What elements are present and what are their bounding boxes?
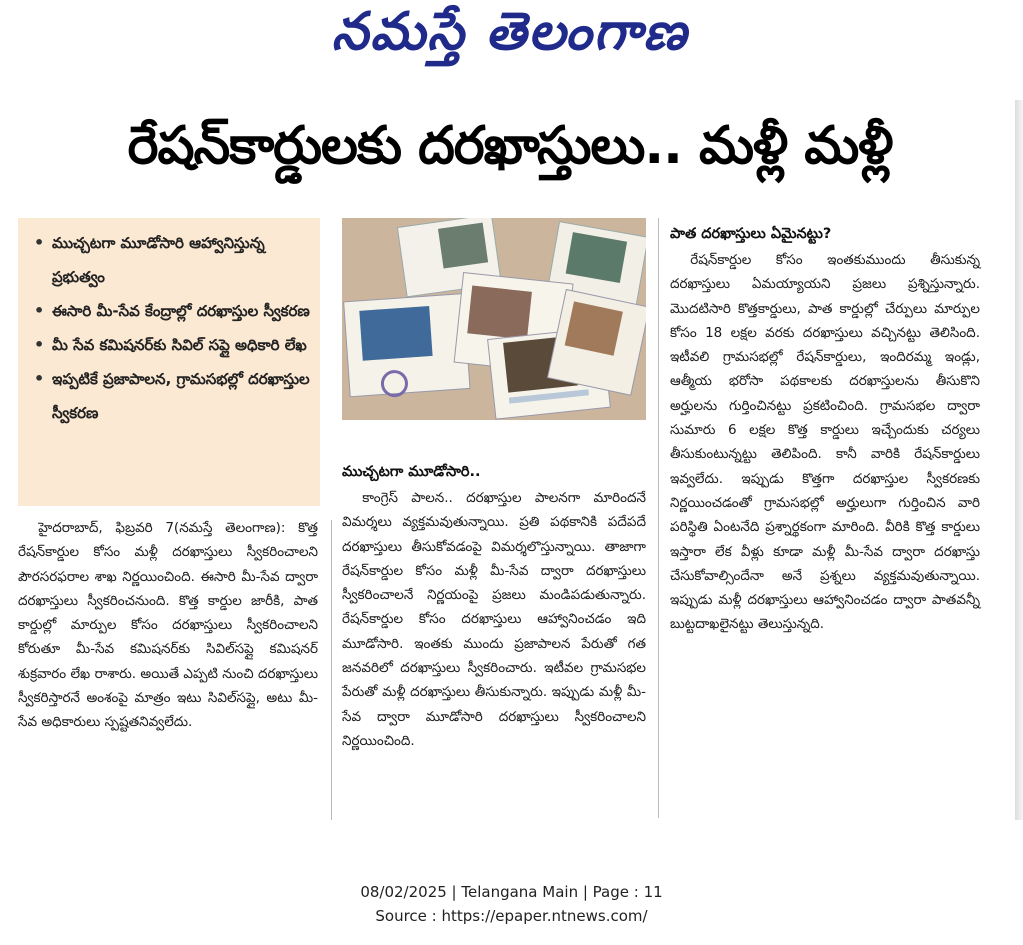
masthead-title: నమస్తే తెలంగాణ	[331, 1, 689, 62]
article-column-1	[18, 516, 318, 735]
newspaper-masthead	[300, 2, 720, 74]
column-3-subheading: పాత దరఖాస్తులు ఏమైనట్టు?	[670, 226, 832, 242]
column-3-body: రేషన్‌కార్డుల కోసం ఇంతకుముందు తీసుకున్న దరఖాస్తులు ఏమయ్యాయని ప్రజలు ప్రశ్నిస్తున్నారు. మొదటిసారి కొత్తకార్డులు, పాత కార్డుల్లో చేర్పులు మార్పుల కోసం 18 లక్షల వరకు దరఖాస్తులు వచ్చినట్టు తెలిసింది. ఇటీవలి గ్రామసభల్లో రేషన్‌కార్డులు, ఇందిరమ్మ ఇండ్లు, ఆత్మీయ భరోసా పథకాలకు దరఖాస్తులను తీసుకొని అర్హులను గుర్తించినట్టు ప్రకటించింది. గ్రామసభల ద్వారా సుమారు 6 లక్షల కొత్త కార్డులు ఇచ్చేందుకు చర్యలు తీసుకుంటున్నట్టు తెలిపింది. కానీ వారికి రేషన్‌కార్డులు ఇవ్వలేదు. ఇప్పుడు కొత్తగా దరఖాస్తుల స్వీకరణకు నిర్ణయించడంతో గ్రామసభల్లో అర్హులుగా గుర్తించిన వారి పరిస్థితి ఏంటనేది ప్రశ్నార్థకంగా మారింది. వీరికి కొత్త కార్డులు ఇస్తారా లేక వీళ్లు కూడా మళ్లీ మీ-సేవ ద్వారా దరఖాస్తు చేసుకోవాల్సిందేనా అనే ప్రశ్నలు వ్యక్తమవుతున్నాయి. ఇప్పుడు మళ్లీ దరఖాస్తులు ఆహ్వానించడం ద్వారా పాతవన్నీ బుట్టదాఖలైనట్టు తెలుస్తున్నది.	[670, 252, 980, 633]
highlight-item: • ముచ్చటగా మూడోసారి ఆహ్వానిస్తున్న ప్రభుత్వం	[32, 226, 310, 294]
article-column-2	[342, 458, 646, 753]
page-footer	[0, 880, 1023, 928]
column-divider	[331, 520, 332, 820]
highlight-item: • ఈసారి మీ-సేవ కేంద్రాల్లో దరఖాస్తుల స్వీకరణ	[32, 294, 310, 328]
highlights-list	[32, 226, 310, 430]
column-1-body: హైదరాబాద్‌, ఫిబ్రవరి 7(నమస్తే తెలంగాణ): కొత్త రేషన్‌కార్డుల కోసం మళ్లీ దరఖాస్తులు స్వీకరించాలని పౌరసరఫరాల శాఖ నిర్ణయించింది. ఈసారి మీ-సేవ ద్వారా దరఖాస్తులు స్వీకరించనుంది. కొత్త కార్డుల జారీకి, పాత కార్డుల్లో మార్పుల కోసం దరఖాస్తులు స్వీకరించాలని కోరుతూ మీ-సేవ కమిషనర్‌కు సివిల్‌సప్లై కమిషనర్‌ శుక్రవారం లేఖ రాశారు. అయితే ఎప్పటి నుంచి దరఖాస్తులు స్వీకరిస్తారనే అంశంపై మాత్రం ఇటు సివిల్‌సప్లై, అటు మీ-సేవ అధికారులు స్పష్టతనివ్వలేదు.	[18, 520, 318, 731]
page-edge-strip	[1015, 100, 1023, 820]
column-2-subheading: ముచ్చటగా మూడోసారి..	[342, 464, 481, 480]
headline-text: రేషన్‌కార్డులకు దరఖాస్తులు.. మళ్లీ మళ్లీ	[127, 115, 893, 176]
article-headline	[10, 110, 1010, 194]
highlight-item: • ఇప్పటికే ప్రజాపాలన, గ్రామసభల్లో దరఖాస్తుల స్వీకరణ	[32, 362, 310, 430]
footer-date-page: 08/02/2025 | Telangana Main | Page : 11	[360, 883, 663, 901]
ration-cards-photo	[342, 218, 646, 420]
highlights-box	[18, 218, 320, 506]
column-2-body: కాంగ్రెస్‌ పాలన.. దరఖాస్తుల పాలనగా మారిందనే విమర్శలు వ్యక్తమవుతున్నాయి. ప్రతి పథకానికి పదేపదే దరఖాస్తులు తీసుకోవడంపై విమర్శలొస్తున్నాయి. తాజాగా రేషన్‌కార్డుల కోసం మళ్లీ మీ-సేవ ద్వారా దరఖాస్తులు స్వీకరించాలనే నిర్ణయంపై ప్రజలు మండిపడుతున్నారు. రేషన్‌కార్డుల కోసం దరఖాస్తులు ఆహ్వానించడం ఇది మూడోసారి. ఇంతకు ముందు ప్రజాపాలన పేరుతో గత జనవరిలో దరఖాస్తులు స్వీకరించారు. ఇటీవల గ్రామసభల పేరుతో మళ్లీ దరఖాస్తులు తీసుకున్నారు. ఇప్పుడు మళ్లీ మీ-సేవ ద్వారా మూడోసారి దరఖాస్తులు స్వీకరించాలని నిర్ణయించింది.	[342, 490, 646, 749]
photo-illustration	[342, 218, 646, 420]
footer-source: Source : https://epaper.ntnews.com/	[375, 907, 648, 925]
highlight-item: • మీ సేవ కమిషనర్‌కు సివిల్‌ సప్లై అధికారి లేఖ	[32, 328, 310, 362]
article-column-3	[670, 220, 980, 637]
column-divider	[658, 218, 659, 818]
